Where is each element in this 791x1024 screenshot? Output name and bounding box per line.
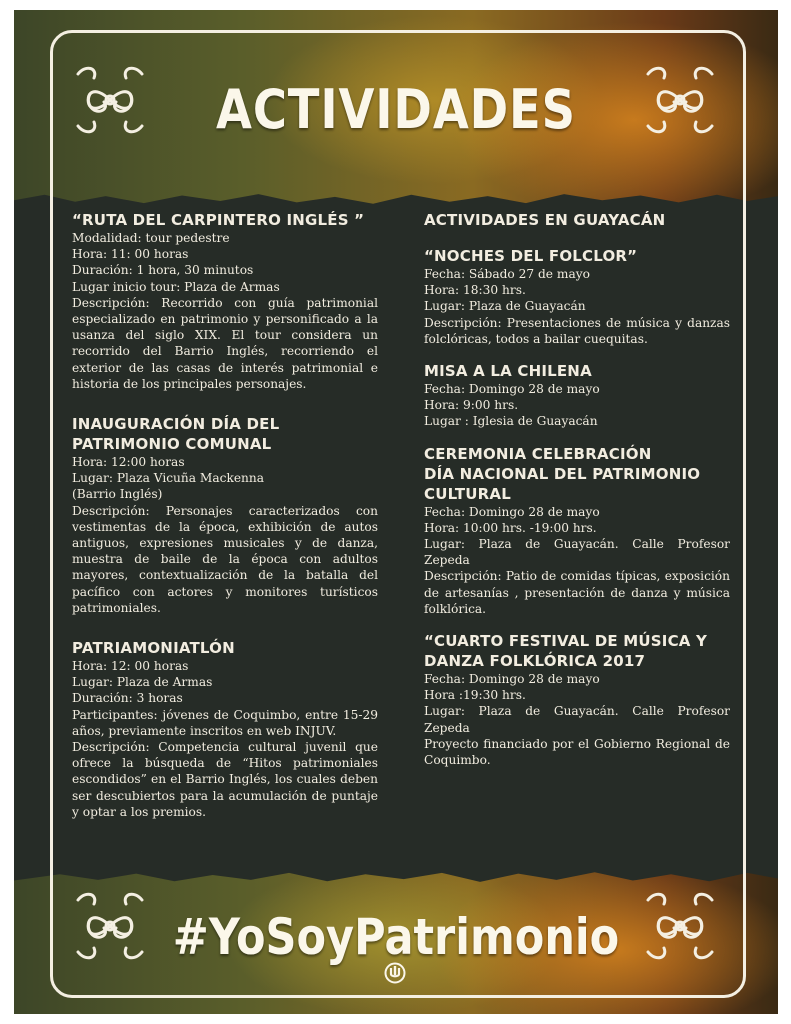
event-title: “NOCHES DEL FOLCLOR”	[424, 247, 638, 265]
event-location: Lugar: Plaza de Guayacán. Calle Profesor Zepeda	[424, 704, 730, 735]
event-detail: Duración: 3 horas	[72, 691, 183, 706]
event-detail: Lugar : Iglesia de Guayacán	[424, 414, 598, 429]
event-detail: Hora: 10:00 hrs. -19:00 hrs.	[424, 520, 597, 535]
event-description: Descripción: Competencia cultural juvenil que ofrece la búsqueda de “Hitos patrimoniales escondidos” en el Barrio Inglés, los cuales deben ser descubiertos para la acumulación de puntaje y optar a los premios.	[72, 740, 378, 819]
event-title	[72, 414, 378, 454]
event-title: “RUTA DEL CARPINTERO INGLÉS ”	[72, 211, 365, 229]
event-description: Descripción: Patio de comidas típicas, exposición de artesanías , presentación de danza y música folklórica.	[424, 569, 730, 616]
event-ruta-carpintero	[72, 210, 378, 392]
event-detail: Hora: 18:30 hrs.	[424, 283, 526, 298]
event-patriamoniatlon	[72, 638, 378, 820]
event-detail: Lugar: Plaza Vicuña Mackenna	[72, 471, 265, 486]
event-description: Descripción: Personajes caracterizados con vestimentas de la época, exhibición de autos antiguos, expresiones musicales y de danza, muestra de baile de la época con adultos mayores, contextualización de la batalla del pacífico con actores y monitores turísticos patrimoniales.	[72, 503, 378, 615]
event-cuarto-festival	[424, 631, 730, 768]
event-title-line: PATRIMONIO COMUNAL	[72, 435, 272, 454]
event-detail: Fecha: Domingo 28 de mayo	[424, 382, 600, 397]
event-ceremonia	[424, 444, 730, 617]
hashtag-footer: #YoSoyPatrimonio	[172, 908, 620, 966]
left-column	[72, 198, 378, 820]
event-title-line: CEREMONIA CELEBRACIÓN	[424, 444, 652, 463]
event-title-line: DÍA NACIONAL DEL PATRIMONIO	[424, 464, 701, 483]
event-detail: Hora :19:30 hrs.	[424, 688, 526, 703]
event-detail: (Barrio Inglés)	[72, 487, 163, 502]
event-participants: Participantes: jóvenes de Coquimbo, entre 15-29 años, previamente inscritos en web INJUV.	[72, 707, 378, 738]
event-funding: Proyecto financiado por el Gobierno Regional de Coquimbo.	[424, 736, 730, 768]
event-noches-folclor	[424, 246, 730, 347]
event-detail: Modalidad: tour pedestre	[72, 231, 230, 245]
event-title	[424, 631, 730, 671]
event-misa-chilena	[424, 361, 730, 430]
event-description: Descripción: Presentaciones de música y danzas folclóricas, todos a bailar cuequitas.	[424, 315, 730, 346]
event-description: Descripción: Recorrido con guía patrimonial especializado en patrimonio y personificado a la usanza del siglo XIX. El tour considera un recorrido del Barrio Inglés, recorriendo el exterior de las casas de interés patrimonial e historia de los principales personajes.	[72, 295, 378, 391]
event-title-line: “CUARTO FESTIVAL DE MÚSICA Y	[424, 632, 708, 651]
event-title: PATRIAMONIATLÓN	[72, 639, 235, 658]
event-detail: Duración: 1 hora, 30 minutos	[72, 263, 254, 278]
municipal-logo-icon	[384, 962, 406, 984]
event-title-line: INAUGURACIÓN DÍA DEL	[72, 415, 280, 434]
event-detail: Hora: 9:00 hrs.	[424, 398, 519, 413]
event-detail: Fecha: Domingo 28 de mayo	[424, 504, 600, 519]
event-detail: Hora: 12:00 horas	[72, 455, 185, 470]
event-detail: Hora: 11: 00 horas	[72, 247, 189, 262]
event-title: MISA A LA CHILENA	[424, 362, 592, 381]
event-title	[424, 444, 730, 504]
event-detail: Fecha: Domingo 28 de mayo	[424, 672, 600, 687]
event-detail: Hora: 12: 00 horas	[72, 659, 189, 674]
page-title: ACTIVIDADES	[216, 78, 576, 141]
event-detail: Fecha: Sábado 27 de mayo	[424, 267, 590, 281]
event-location: Lugar: Plaza de Guayacán. Calle Profesor Zepeda	[424, 537, 730, 568]
section-heading: ACTIVIDADES EN GUAYACÁN	[424, 211, 666, 229]
poster	[14, 10, 778, 1014]
event-title-line: CULTURAL	[424, 484, 511, 503]
event-detail: Lugar: Plaza de Guayacán	[424, 299, 586, 314]
event-detail: Lugar: Plaza de Armas	[72, 675, 213, 690]
event-detail: Lugar inicio tour: Plaza de Armas	[72, 279, 280, 294]
right-column	[424, 198, 730, 768]
event-title-line: DANZA FOLKLÓRICA 2017	[424, 652, 646, 671]
event-inauguracion	[72, 414, 378, 616]
